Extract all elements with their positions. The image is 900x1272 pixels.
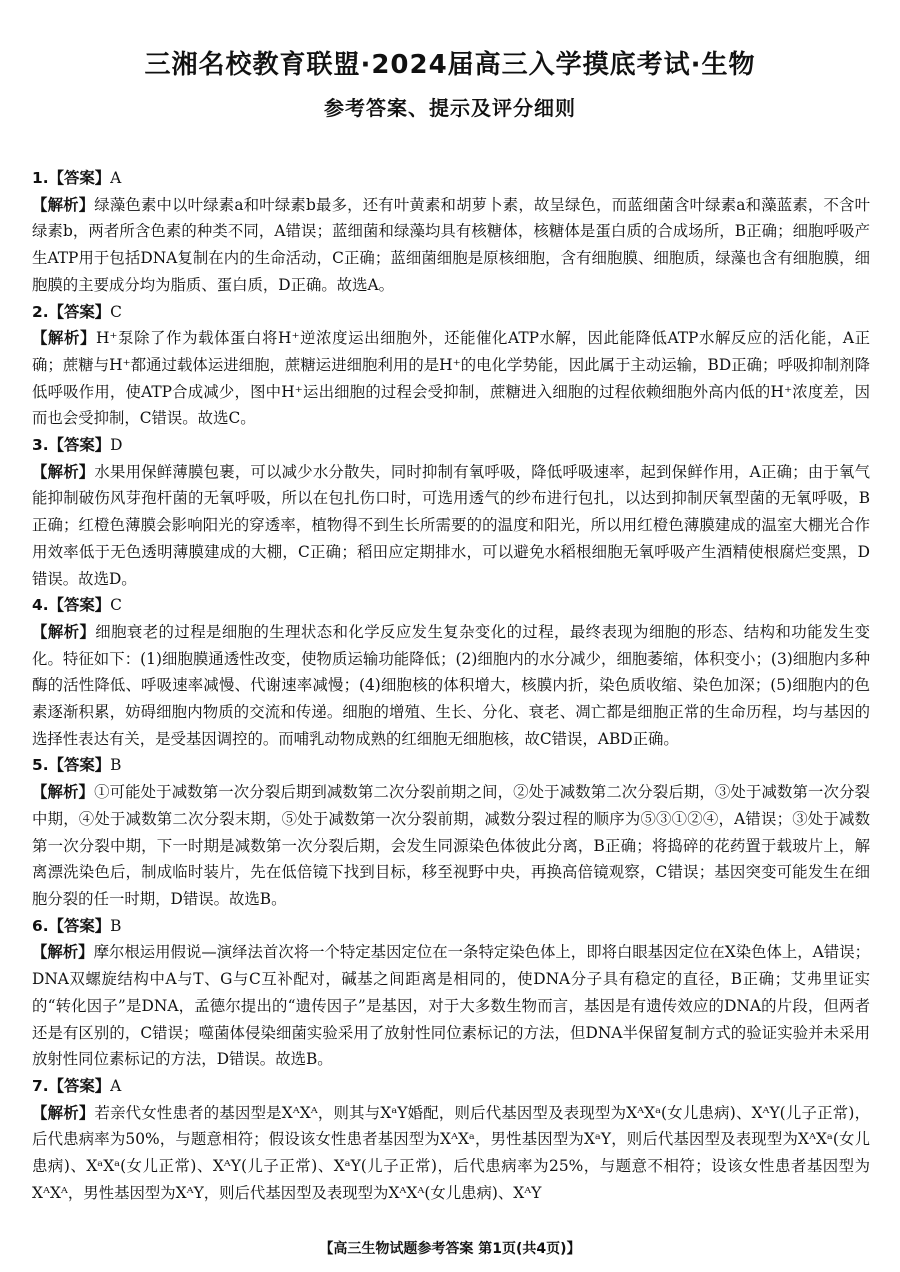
answer-tag: 【答案】 xyxy=(48,169,111,187)
answer-value: D xyxy=(110,436,123,455)
analysis-tag: 【解析】 xyxy=(32,1103,95,1122)
explanation-text: 若亲代女性患者的基因型是XᴬXᴬ，则其与XᵃY婚配，则后代基因型及表现型为XᴬXᵃ(女儿患病)、XᴬY(儿子正常)，后代患病率为50%，与题意相符；假设该女性患者基因型为XᴬXᵃ，男性基因型为XᵃY，则后代基因型及表现型为XᴬXᵃ(女儿患病)、XᵃXᵃ(女儿正常)、XᴬY(儿子正常)、XᵃY(儿子正常)，后代患病率为25%，与题意不相符；设该女性患者基因型为XᴬXᴬ，男性基因型为XᴬY，则后代基因型及表现型为XᴬXᴬ(女儿患病)、XᴬY xyxy=(32,1103,870,1202)
explanation-text: H⁺泵除了作为载体蛋白将H⁺逆浓度运出细胞外，还能催化ATP水解，因此能降低ATP水解反应的活化能，A正确；蔗糖与H⁺都通过载体运进细胞，蔗糖运进细胞利用的是H⁺的电化学势能，因此属于主动运输，BD正确；呼吸抑制剂降低呼吸作用，使ATP合成减少，图中H⁺运出细胞的过程会受抑制，蔗糖进入细胞的过程依赖细胞外高内低的H⁺浓度差，因而也会受抑制，C错误。故选C。 xyxy=(32,329,870,428)
analysis-tag: 【解析】 xyxy=(32,622,96,641)
explanation-text: 摩尔根运用假说—演绎法首次将一个特定基因定位在一条特定染色体上，即将白眼基因定位在X染色体上，A错误；DNA双螺旋结构中A与T、G与C互补配对，碱基之间距离是相同的，使DNA分子具有稳定的直径，B正确；艾弗里证实的“转化因子”是DNA，孟德尔提出的“遗传因子”是基因，对于大多数生物而言，基因是有遗传效应的DNA的片段，但两者还是有区别的，C错误；噬菌体侵染细菌实验采用了放射性同位素标记的方法，但DNA半保留复制方式的验证实验并未采用放射性同位素标记的方法，D错误。故选B。 xyxy=(32,943,870,1069)
explanation-text: 水果用保鲜薄膜包裹，可以减少水分散失，同时抑制有氧呼吸，降低呼吸速率，起到保鲜作用，A正确；由于氧气能抑制破伤风芽孢杆菌的无氧呼吸，所以在包扎伤口时，可选用透气的纱布进行包扎，以达到抑制厌氧型菌的无氧呼吸，B正确；红橙色薄膜会影响阳光的穿透率，植物得不到生长所需要的的温度和阳光，所以用红橙色薄膜建成的温室大棚光合作用效率低于无色透明薄膜建成的大棚，C正确；稻田应定期排水，可以避免水稻根细胞无氧呼吸产生酒精使根腐烂变黑，D错误。故选D。 xyxy=(32,462,870,588)
answer-tag: 【答案】 xyxy=(48,1076,111,1095)
answer-line xyxy=(32,592,870,619)
question-3 xyxy=(32,432,870,592)
answer-line xyxy=(32,432,870,459)
page-footer: 【高三生物试题参考答案 第1页(共4页)】 xyxy=(319,1241,581,1257)
analysis-tag: 【解析】 xyxy=(32,943,94,962)
answer-line xyxy=(32,752,870,779)
explanation-paragraph xyxy=(32,1100,870,1207)
explanation-paragraph xyxy=(32,325,870,432)
question-number: 3. xyxy=(32,436,49,455)
answer-value: A xyxy=(110,1076,122,1095)
explanation-text: 细胞衰老的过程是细胞的生理状态和化学反应发生复杂变化的过程，最终表现为细胞的形态、结构和功能发生变化。特征如下：(1)细胞膜通透性改变，使物质运输功能降低；(2)细胞内的水分减少，细胞萎缩，体积变小；(3)细胞内多种酶的活性降低、呼吸速率减慢、代谢速率减慢；(4)细胞核的体积增大，核膜内折，染色质收缩、染色加深；(5)细胞内的色素逐渐积累，妨碍细胞内物质的交流和传递。细胞的增殖、生长、分化、衰老、凋亡都是细胞正常的生命历程，均与基因的选择性表达有关，是受基因调控的。而哺乳动物成熟的红细胞无细胞核，故C错误，ABD正确。 xyxy=(32,622,870,748)
question-7 xyxy=(32,1073,870,1207)
answer-tag: 【答案】 xyxy=(48,436,111,455)
answer-value: B xyxy=(110,756,122,775)
answer-line xyxy=(32,1073,870,1100)
question-2 xyxy=(32,299,870,433)
analysis-tag: 【解析】 xyxy=(32,195,95,214)
answer-value: C xyxy=(110,596,122,615)
explanation-paragraph xyxy=(32,459,870,593)
question-1 xyxy=(32,165,870,299)
explanation-text: ①可能处于减数第一次分裂后期到减数第二次分裂前期之间，②处于减数第二次分裂后期，③处于减数第一次分裂中期，④处于减数第二次分裂末期，⑤处于减数第一次分裂前期，减数分裂过程的顺序为⑤③①②④，A错误；③处于减数第一次分裂中期，下一时期是减数第一次分裂后期，会发生同源染色体彼此分离，B正确；将捣碎的花药置于载玻片上，解离漂洗染色后，制成临时装片，先在低倍镜下找到目标，移至视野中央，再换高倍镜观察，C错误；基因突变可能发生在细胞分裂的任一时期，D错误。故选B。 xyxy=(32,783,870,908)
answer-tag: 【答案】 xyxy=(48,916,111,935)
question-number: 5. xyxy=(32,756,49,775)
answer-value: B xyxy=(110,916,122,935)
analysis-tag: 【解析】 xyxy=(32,783,95,802)
explanation-text: 绿藻色素中以叶绿素a和叶绿素b最多，还有叶黄素和胡萝卜素，故呈绿色，而蓝细菌含叶绿素a和藻蓝素，不含叶绿素b，两者所含色素的种类不同，A错误；蓝细菌和绿藻均具有核糖体，核糖体是蛋白质的合成场所，B正确；细胞呼吸产生ATP用于包括DNA复制在内的生命活动，C正确；蓝细菌细胞是原核细胞，含有细胞膜、细胞质，绿藻也含有细胞膜，细胞膜的主要成分均为脂质、蛋白质，D正确。故选A。 xyxy=(32,195,870,294)
question-4 xyxy=(32,592,870,752)
question-number: 6. xyxy=(32,916,49,935)
analysis-tag: 【解析】 xyxy=(32,329,96,348)
question-6 xyxy=(32,913,870,1073)
answer-tag: 【答案】 xyxy=(48,596,111,615)
explanation-paragraph xyxy=(32,939,870,1073)
analysis-tag: 【解析】 xyxy=(32,462,95,481)
document-subtitle: 参考答案、提示及评分细则 xyxy=(324,96,576,120)
answer-value: A xyxy=(110,169,122,187)
answer-line xyxy=(32,299,870,326)
question-number: 1. xyxy=(32,169,49,187)
answer-tag: 【答案】 xyxy=(48,756,111,775)
explanation-paragraph xyxy=(32,619,870,753)
answer-line xyxy=(32,165,870,192)
question-5 xyxy=(32,752,870,912)
question-number: 7. xyxy=(32,1076,49,1095)
document-title: 三湘名校教育联盟·2024届高三入学摸底考试·生物 xyxy=(144,50,756,80)
explanation-paragraph xyxy=(32,192,870,299)
answer-tag: 【答案】 xyxy=(48,302,111,321)
question-number: 4. xyxy=(32,596,49,615)
question-number: 2. xyxy=(32,302,49,321)
answers-body xyxy=(32,165,870,1206)
answer-value: C xyxy=(110,302,122,321)
explanation-paragraph xyxy=(32,779,870,913)
answer-line xyxy=(32,913,870,940)
